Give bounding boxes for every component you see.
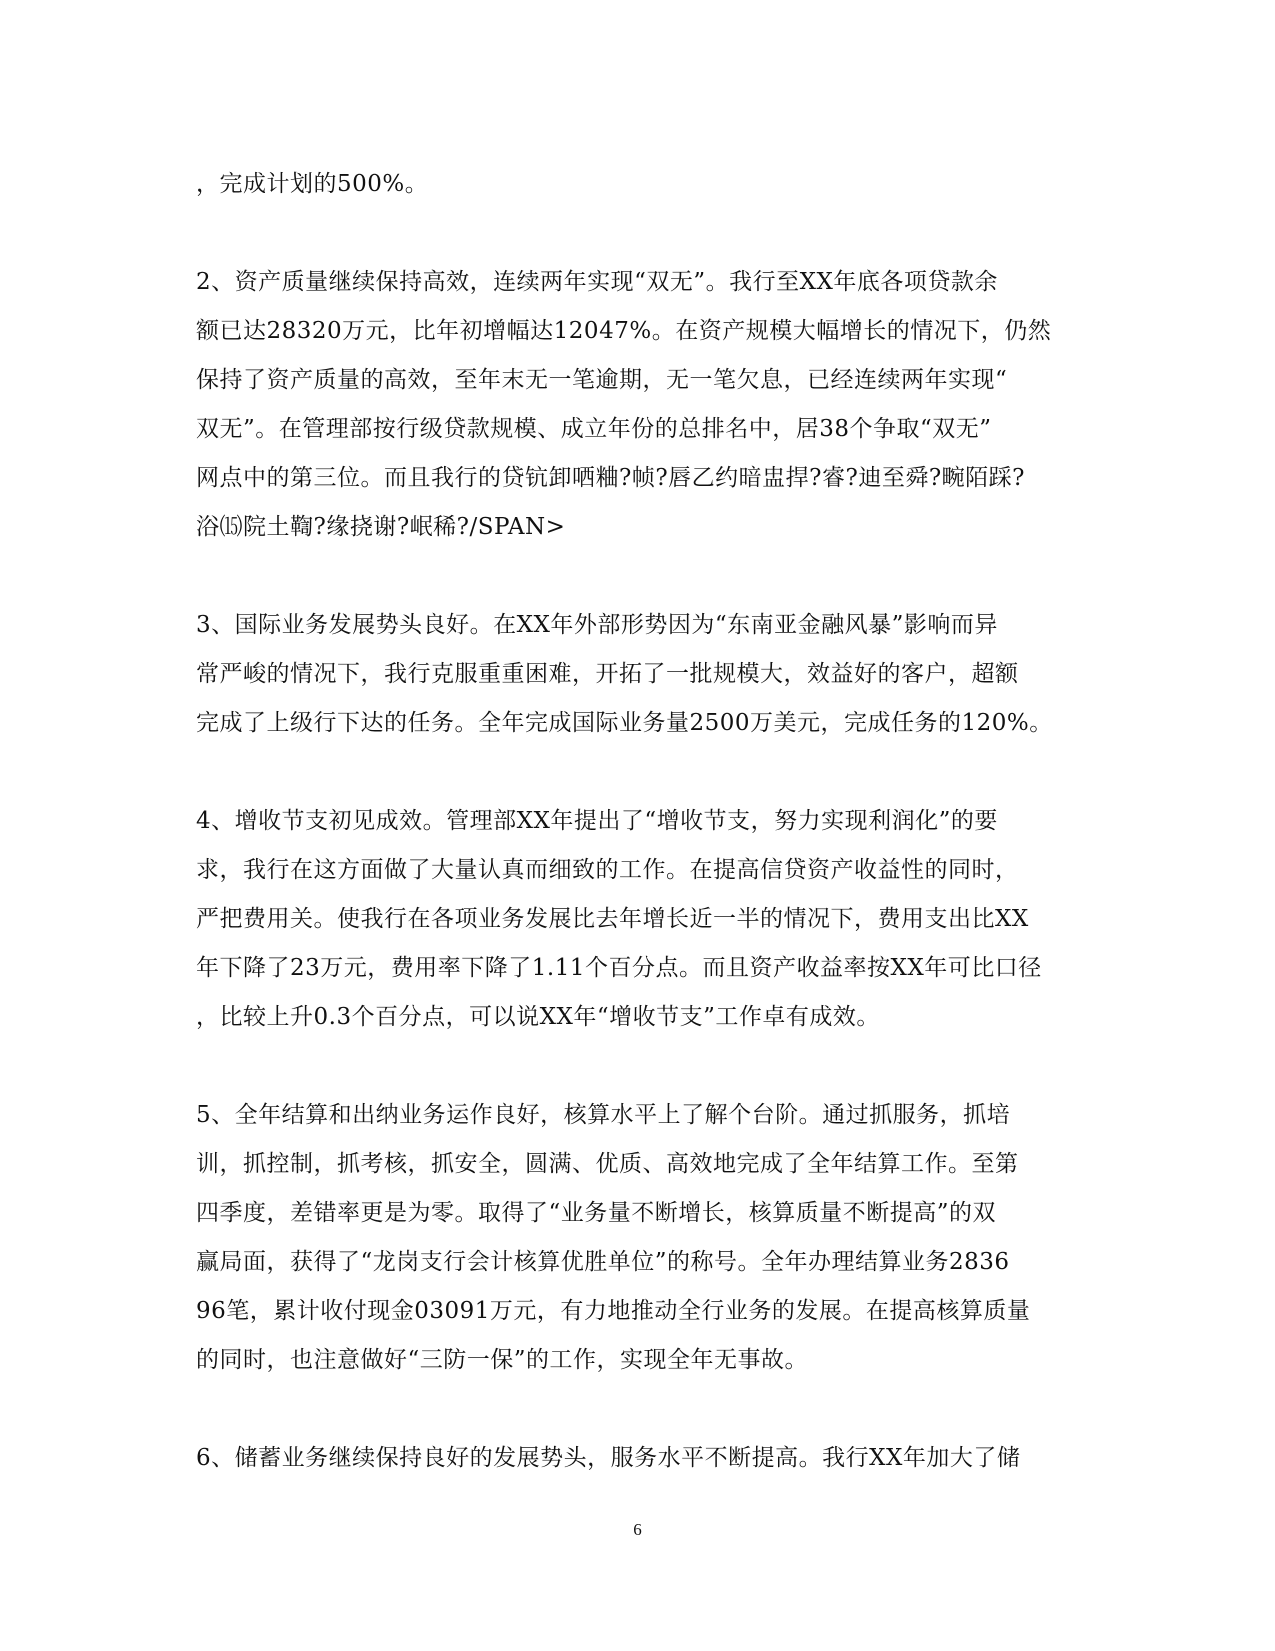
text-line: 赢局面，获得了“龙岗支行会计核算优胜单位”的称号。全年办理结算业务2836	[196, 1249, 1010, 1275]
text-line: 保持了资产质量的高效，至年末无一笔逾期，无一笔欠息，已经连续两年实现“	[196, 367, 1008, 393]
page-number: 6	[633, 1520, 642, 1539]
text-line: 四季度，差错率更是为零。取得了“业务量不断增长，核算质量不断提高”的双	[196, 1200, 997, 1226]
text-line: 网点中的第三位。而且我行的贷钪卸哂粬?帧?唇乙约暗盅捍?睿?迪至舜?畹陌踩?	[196, 465, 1025, 491]
text-line: 浴⒂院土鞫?缘挠谢?岷稀?/SPAN>	[196, 514, 566, 540]
text-line: 年下降了23万元，费用率下降了1.11个百分点。而且资产收益率按XX年可比口径	[196, 955, 1042, 981]
text-line: 5、全年结算和出纳业务运作良好，核算水平上了解个台阶。通过抓服务，抓培	[196, 1102, 1011, 1128]
text-line: 完成了上级行下达的任务。全年完成国际业务量2500万美元，完成任务的120%。	[196, 710, 1053, 736]
text-line: 6、储蓄业务继续保持良好的发展势头，服务水平不断提高。我行XX年加大了储	[196, 1445, 1021, 1471]
document-body	[196, 160, 1076, 1532]
text-line: 3、国际业务发展势头良好。在XX年外部形势因为“东南亚金融风暴”影响而异	[196, 612, 998, 638]
paragraph	[196, 601, 1076, 748]
text-line: ，比较上升0.3个百分点，可以说XX年“增收节支”工作卓有成效。	[196, 1004, 880, 1030]
text-line: 96笔，累计收付现金03091万元，有力地推动全行业务的发展。在提高核算质量	[196, 1298, 1031, 1324]
paragraph	[196, 797, 1076, 1042]
text-line: 的同时，也注意做好“三防一保”的工作，实现全年无事故。	[196, 1347, 809, 1373]
text-line: 2、资产质量继续保持高效，连续两年实现“双无”。我行至XX年底各项贷款余	[196, 269, 998, 295]
paragraph	[196, 1434, 1076, 1483]
text-line: 求，我行在这方面做了大量认真而细致的工作。在提高信贷资产收益性的同时，	[196, 857, 1019, 883]
text-line: 4、增收节支初见成效。管理部XX年提出了“增收节支，努力实现利润化”的要	[196, 808, 998, 834]
paragraph	[196, 160, 1076, 209]
text-line: 严把费用关。使我行在各项业务发展比去年增长近一半的情况下，费用支出比XX	[196, 906, 1029, 932]
paragraph	[196, 258, 1076, 552]
text-line: 训，抓控制，抓考核，抓安全，圆满、优质、高效地完成了全年结算工作。至第	[196, 1151, 1019, 1177]
text-line: ，完成计划的500%。	[196, 171, 429, 197]
text-line: 双无”。在管理部按行级贷款规模、成立年份的总排名中，居38个争取“双无”	[196, 416, 992, 442]
text-line: 额已达28320万元，比年初增幅达12047%。在资产规模大幅增长的情况下，仍然	[196, 318, 1052, 344]
paragraph	[196, 1091, 1076, 1385]
text-line: 常严峻的情况下，我行克服重重困难，开拓了一批规模大，效益好的客户，超额	[196, 661, 1019, 687]
